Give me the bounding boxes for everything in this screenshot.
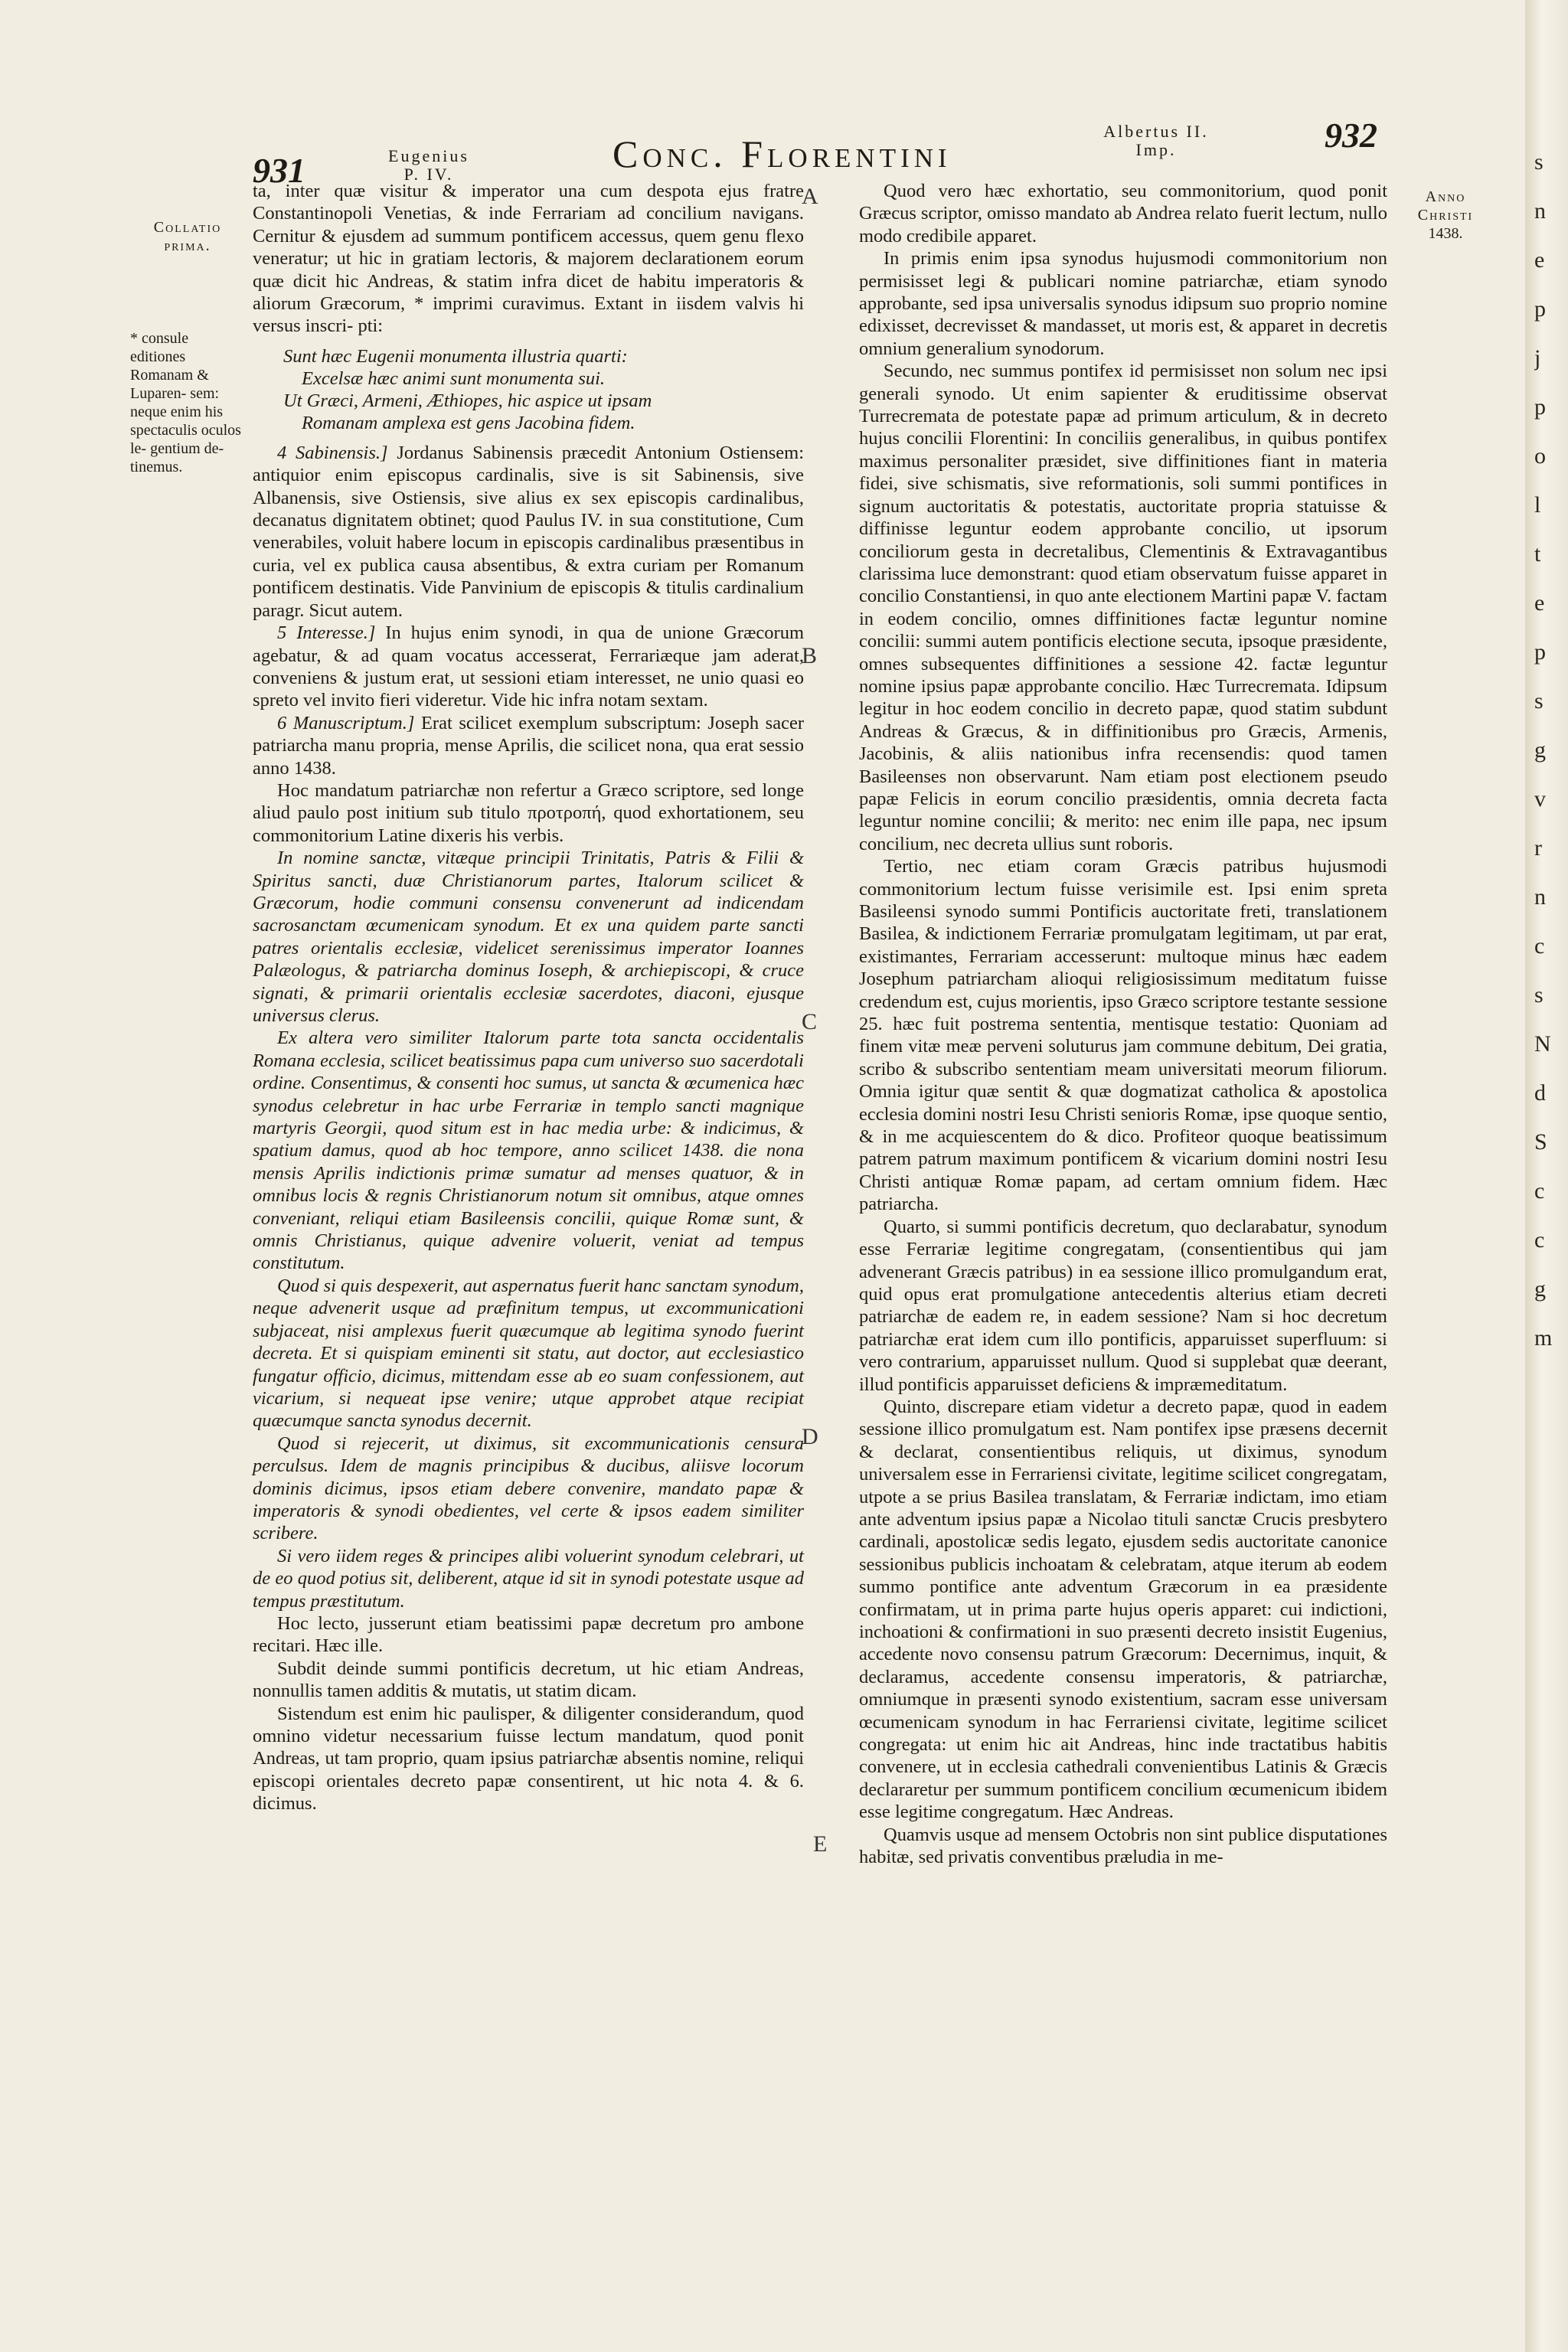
pope-name: Eugenius <box>388 146 469 165</box>
fragment-char: c <box>1534 933 1545 959</box>
right-column <box>859 180 1387 1868</box>
left-column <box>253 180 804 1815</box>
prima-label: prima. <box>164 237 211 254</box>
emperor-label <box>1087 122 1225 159</box>
note-lemma: 5 Interesse.] <box>277 622 376 644</box>
page-number-right: 932 <box>1325 116 1377 155</box>
quoted-paragraph: Quod si rejecerit, ut diximus, sit excommunicationis censura perculsus. Idem de magnis principibus & ducibus, aliisve locorum dominis dicimus, ipsos etiam debere convenire, mandato papæ & imperatoris & synodi obedientes, vel certe & ipsos eadem similiter scribere. <box>253 1432 804 1544</box>
fragment-char: s <box>1534 149 1544 175</box>
inscription-verses <box>253 345 804 434</box>
fragment-char: N <box>1534 1031 1551 1057</box>
fragment-char: o <box>1534 443 1546 469</box>
paragraph: In primis enim ipsa synodus hujusmodi commonitorium non permisisset legi & publicari nomine patriarchæ, etiam synodo approbante, sed ipsa universalis synodus idipsum suo proprio nomine edixisset, decrevisset & mandasset, ut moris est, & apparet in decretis omnium generalium synodorum. <box>859 248 1387 359</box>
note-body: In hujus enim synodi, in qua de unione Græcorum agebatur, & ad quam vocatus accesserat, Ferrariæque jam aderat, conveniens & justum erat, ut sessioni etiam interesset, ne unio quasi eo spreto vel invito fieri videretur. Vide hic infra notam sextam. <box>253 622 804 711</box>
paragraph: Quod vero hæc exhortatio, seu commonitorium, quod ponit Græcus scriptor, omisso mandato ab Andrea relato fuerit lectum, nullo modo credibile apparet. <box>859 181 1387 247</box>
section-letter-c: C <box>802 1009 818 1034</box>
paragraph: Subdit deinde summi pontificis decretum, ut hic etiam Andreas, nonnullis tamen additis & mutatis, ut statim dicam. <box>253 1658 804 1702</box>
section-letter-a: A <box>802 184 818 209</box>
pope-label <box>375 147 482 184</box>
fragment-char: t <box>1534 541 1541 567</box>
paragraph: Hoc mandatum patriarchæ non refertur a Græco scriptore, sed longe aliud paulo post initium sub titulo προτροπή, quod exhortationem, seu commonitorium Latine dixeris his verbis. <box>253 779 804 846</box>
fragment-char: g <box>1534 1276 1546 1302</box>
fragment-char: p <box>1534 394 1546 420</box>
page-title: Conc. Florentini <box>612 132 952 175</box>
note-lemma: 6 Manuscriptum.] <box>277 712 415 733</box>
note-body: Erat scilicet exemplum subscriptum: Joseph sacer patriarcha manu propria, mense Aprilis, die scilicet nona, qua erat sessio anno 1438. <box>253 712 805 779</box>
paragraph: Quamvis usque ad mensem Octobris non sint publice disputationes habitæ, sed privatis conventibus præludia in me- <box>859 1824 1387 1868</box>
fragment-char: p <box>1534 639 1546 665</box>
fragment-char: l <box>1534 492 1541 518</box>
note-6 <box>253 712 804 779</box>
fragment-char: e <box>1534 590 1545 616</box>
fragment-char: s <box>1534 688 1544 714</box>
fragment-char: s <box>1534 982 1544 1008</box>
note-4 <box>253 442 804 622</box>
page-number-left: 931 <box>253 151 305 190</box>
fragment-char: r <box>1534 835 1542 861</box>
paragraph: Secundo, nec summus pontifex id permisisset non solum nec ipsi generali synodo. Ut enim sapienter & eruditissime observat Turrecremata de potestate papæ ad primum articulum, & in decreto hujus concilii Florentini: In conciliis generalibus, in quibus pontifex maximus personaliter præsidet, sive diffinitiones fiant in materia fidei, sive schismatis, sive reformationis, soli summi pontifices in signum auctoritatis & potestatis, auctoritate propria statuisse & diffinisse leguntur eodem approbante concilio, ut ipsorum conciliorum gesta in decretalibus, Clementinis & Extravagantibus clarissima luce demonstrant: quod etiam observatum fuisse apparet in concilio Constantiensi, in quo ante electionem Martini papæ V. factam in eodem concilio, omnes diffinitiones factæ leguntur nomine concilii: summi autem pontificis electione secuta, ipsoque præsidente, omnes subsequentes diffinitiones a sessione 42. factæ leguntur nomine ipsius papæ approbante concilio. Hæc Turrecremata. Idipsum legitur in hoc eodem concilio in decreto papæ, quod statim subdunt Andreas & Græcus, & in diffinitionibus pro Græcis, Armenis, Jacobinis, & aliis nationibus infra recensendis: quod tamen Basileenses non observarunt. Nam etiam post electionem pseudo papæ Felicis in eorum concilio præsidentis, omnia decreta facta leguntur nomine concilii; & merito: nec enim ille papa, nec ipsum concilium, nec decreta ullius sunt roboris. <box>859 361 1387 854</box>
verse-line: Romanam amplexa est gens Jacobina fidem. <box>302 412 635 433</box>
section-letter-d: D <box>802 1424 818 1449</box>
note-text: consule editiones Romanam & Luparen- sem: neque enim his spectaculis oculos le- gentium de- tinemus. <box>130 330 241 475</box>
paragraph: Quinto, discrepare etiam videtur a decreto papæ, quod in eadem sessione illico promulgatum est. Nam pontifex ipse præsens decernit & declarat, consentientibus reliquis, ut diximus, synodum universalem esse in Ferrariensi civitate, legitime scilicet congregatam, utpote a se prius Basilea translatam, & Ferrariæ indictam, imo etiam ante adventum ipsius papæ a Nicolao tituli sanctæ Crucis presbytero cardinali, apostolicæ sedis legato, ejusdem sedis auctoritate canonice sessionibus publicis inchoatam & celebratam, atque iterum ab eodem summo pontifice ante adventum Græcorum in ea præsidente confirmatam, ut in prima parte hujus operis apparet: cui indictioni, inchoationi & confirmationi in suo præsenti decreto insistit Eugenius, accedente novo consensu patrum Græcorum: Decernimus, inquit, & declaramus, accedente consensu imperatoris, & patriarchæ, omniumque in præsenti synodo existentium, sacram esse universam œcumenicam synodum in hac Ferrariensi civitate, legitime scilicet congregata: ut enim hic ait Andreas, hinc inde tractatibus habitis convenere, ut in ecclesia cathedrali convenientibus Latinis & Græcis declararetur per summum pontificem concilium œcumenicum ibidem esse legitime congregatum. Hæc Andreas. <box>859 1396 1387 1823</box>
fragment-char: p <box>1534 296 1546 322</box>
anno-label: Anno <box>1425 188 1466 205</box>
note-body: Jordanus Sabinensis præcedit Antonium Ostiensem: antiquior enim episcopus cardinalis, sive is sit Sabinensis, sive Albanensis, sive Ostiensis, sive alius ex sex episcopis cardinalibus, decanatus dignitatem obtinet; quod Paulus IV. in sua constitutione, Cum venerabiles, voluit habere locum in episcopis cardinalibus præsentibus in curia, vel ex publica causa absentibus, & extra curiam per Romanum pontificem destinatis. Vide Panvinium de episcopis & titulis cardinalium paragr. Sicut autem. <box>253 442 805 621</box>
section-letter-b: B <box>802 643 818 668</box>
next-page-fragment <box>1534 138 1565 1363</box>
fragment-char: S <box>1534 1129 1547 1155</box>
collatio-label: Collatio <box>153 219 222 236</box>
margin-collatio <box>130 218 245 255</box>
fragment-char: v <box>1534 786 1546 812</box>
verse-line: Ut Græci, Armeni, Æthiopes, hic aspice ut ipsam <box>283 390 652 411</box>
fragment-char: m <box>1534 1325 1553 1351</box>
quoted-paragraph: Quod si quis despexerit, aut aspernatus fuerit hanc sanctam synodum, neque advenerit usque ad præfinitum tempus, ut excommunicationi subjaceat, nisi amplexus fuerit quæcumque ab legitima synodo fuerint decreta. Et si quispiam eminenti sit statu, aut doctor, aut ecclesiastico fungatur officio, dicimus, mittendam esse ab eo suam confessionem, aut vicarium, si nequeat ipse venire; utque approbet atque recipiat quæcumque sancta synodus decernit. <box>253 1275 804 1432</box>
note-5 <box>253 622 804 712</box>
emperor-sub: Imp. <box>1135 140 1177 159</box>
fragment-char: c <box>1534 1178 1545 1204</box>
fragment-char: c <box>1534 1227 1545 1253</box>
fragment-char: n <box>1534 884 1546 910</box>
paragraph: Tertio, nec etiam coram Græcis patribus hujusmodi commonitorium lectum fuisse verisimile est. Ipsi enim spreta Basileensi synodo summi Pontificis auctoritate freti, translationem Basilea, & indictionem Ferrariæ promulgatam legitimam, ut par erat, existimantes, Ferrariam accesserunt: multoque minus hæc eadem Josephum patriarcham alioqui religiosissimum meditatum fuisse credendum est, cujus morientis, ipso Græco scriptore testante sessione 25. hæc fuit postrema sententia, mentisque testatio: Quoniam ad finem vitæ meæ perveni soluturus jam commune debitum, Dei gratia, scribo & subscribo sententiam meam universitati meorum filiorum. Omnia igitur quæ sentit & quæ dogmatizat catholica & apostolica ecclesia domini nostri Iesu Christi senioris Romæ, ipse quoque sentio, & in me acquiescentem do & dico. Profiteor quoque beatissimum patrem patrum maximum pontificem & vicarium domini nostri Iesu Christi antiquæ Romæ papam, ad certam omnium fidem. Hæc patriarcha. <box>859 856 1387 1215</box>
paragraph: ta, inter quæ visitur & imperator una cum despota ejus fratre Constantinopoli Venetias, & inde Ferrariam ad concilium navigans. Cernitur & ejusdem ad summum pontificem accessus, quem genu flexo veneratur; ut hic in gratiam lectoris, & majorem declarationem eorum quæ dicit hic Andreas, & statim infra dicet de habitu imperatoris & aliorum Græcorum, * imprimi curavimus. Extant in iisdem valvis hi versus inscri- pti: <box>253 181 804 337</box>
section-letter-e: E <box>813 1831 828 1857</box>
paragraph: Hoc lecto, jusserunt etiam beatissimi papæ decretum pro ambone recitari. Hæc ille. <box>253 1612 804 1657</box>
note-asterisk: * <box>130 330 138 347</box>
fragment-char: n <box>1534 198 1546 224</box>
margin-note <box>130 329 245 476</box>
note-lemma: 4 Sabinensis.] <box>277 442 388 463</box>
paragraph: Quarto, si summi pontificis decretum, quo declarabatur, synodum esse Ferrariæ legitime congregatam, (consentientibus qui jam advenerant Græcis patribus) in ea sessione illico promulgandum erat, quid opus erat promulgatione antecedentis alterius etiam decreti patriarchæ de eadem re, in eadem sessione? Nam si hoc decretum patriarchæ erat idem cum illo pontificis, apparuisset superfluum: si vero contrarium, apparuisset nullum. Quod si supplebat quæ deerant, illud pontificis apparuisset deficiens & impræmeditatum. <box>859 1216 1387 1395</box>
fragment-char: g <box>1534 737 1546 763</box>
verse-line: Excelsæ hæc animi sunt monumenta sui. <box>302 368 606 389</box>
quoted-paragraph: In nomine sanctæ, vitæque principii Trinitatis, Patris & Filii & Spiritus sancti, duæ Christianorum partes, Italorum scilicet & Græcorum, hodie communi consensu convenerunt ad indicendam sacrosanctam œcumenicam synodum. Et ex una quidem parte sancti patres orientalis ecclesiæ, videlicet serenissimus imperator Ioannes Palæologus, & patriarcha dominus Ioseph, & archiepiscopi, & cruce signati, & primarii orientalis ecclesiæ sacerdotes, diaconi, ejusque universus clerus. <box>253 848 804 1026</box>
christi-label: Christi <box>1417 207 1474 224</box>
year-label: 1438. <box>1428 225 1463 242</box>
pope-sub: P. IV. <box>403 165 454 184</box>
paragraph: Sistendum est enim hic paulisper, & diligenter considerandum, quod omnino videtur necessarium fuisse lectum mandatum, quod ponit Andreas, ut tam proprio, quam ipsius patriarchæ absentis nomine, reliqui episcopi orientales decreto papæ consentirent, ut hic nota 4. & 6. dicimus. <box>253 1703 804 1815</box>
fragment-char: d <box>1534 1080 1546 1106</box>
emperor-name: Albertus II. <box>1103 122 1209 141</box>
fragment-char: j <box>1534 345 1541 371</box>
verse-line: Sunt hæc Eugenii monumenta illustria quarti: <box>283 345 628 367</box>
quoted-paragraph: Si vero iidem reges & principes alibi voluerint synodum celebrari, ut de eo quod potius sit, deliberent, atque id sit in synodi potestate usque ad tempus præstitutum. <box>253 1545 804 1612</box>
fragment-char: e <box>1534 247 1545 273</box>
quoted-paragraph: Ex altera vero similiter Italorum parte tota sancta occidentalis Romana ecclesia, scilicet beatissimus papa cum universo suo sacerdotali ordine. Consentimus, & consenti hoc sumus, ut sancta & œcumenica hæc synodus celebretur in hac urbe Ferrariæ in templo sancti magnique martyris Georgii, quod situm est in hac media urbe: & indicimus, & spatium damus, quod ab hoc tempore, anno scilicet 1438. die nona mensis Aprilis indictionis primæ sumatur ad menses quatuor, & in omnibus locis & regnis Christianorum notum sit omnibus, atque omnes conveniant, reliqui etiam Basileensis concilii, quique Romæ sunt, & omnis Christianus, quique advenire voluerit, veniat ad tempus constitutum. <box>253 1027 804 1274</box>
margin-year <box>1392 188 1499 243</box>
